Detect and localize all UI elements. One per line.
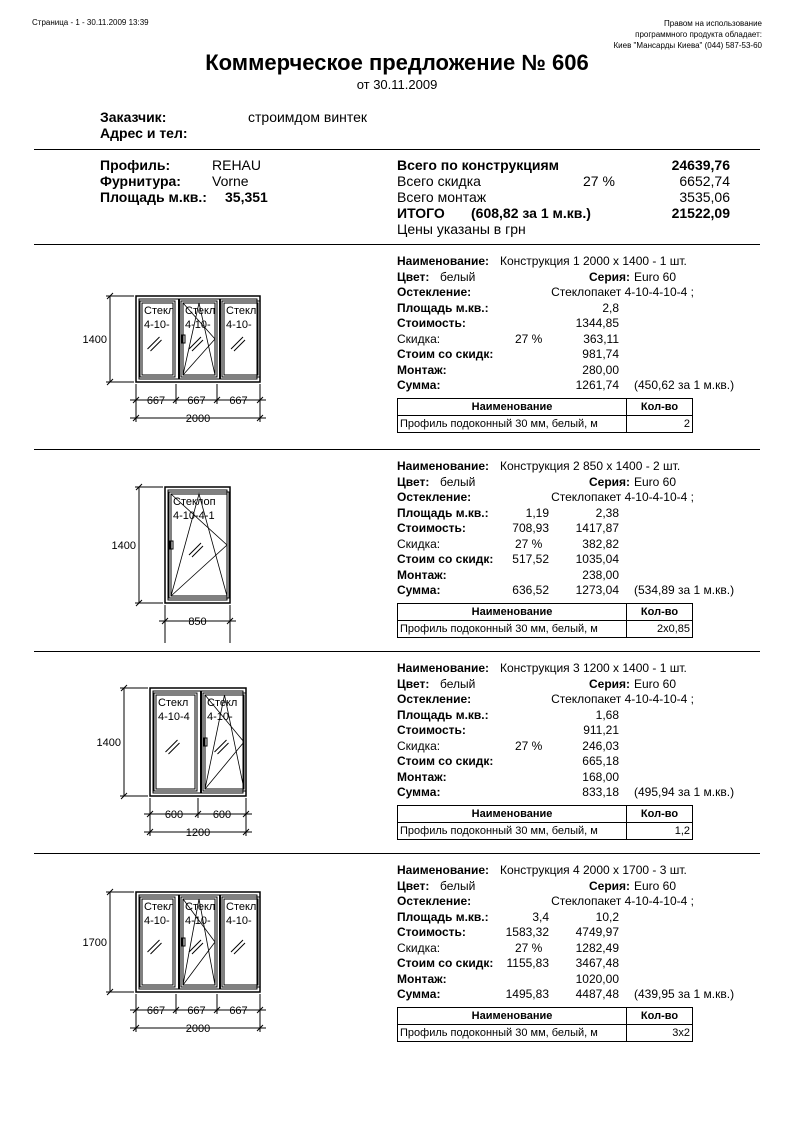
series-label: Серия: xyxy=(589,878,631,893)
glass-label: 4-10- xyxy=(226,319,252,331)
height-dimension: 1400 xyxy=(111,540,136,552)
cost-disc-total: 981,74 xyxy=(582,347,619,361)
glass-label: 4-10-4-1 xyxy=(173,510,215,522)
fittings-label: Фурнитура: xyxy=(100,173,181,189)
construction-series: Euro 60 xyxy=(634,269,677,284)
discount-pct: 27 % xyxy=(515,536,543,551)
spec-label-cost_disc: Стоим со скидк: xyxy=(397,956,494,970)
glass-label: 4-10-4 xyxy=(158,711,190,723)
glass-label: Стеклоп xyxy=(173,496,216,508)
spec-label-sum: Сумма: xyxy=(397,583,441,597)
sum-note: (495,94 за 1 м.кв.) xyxy=(634,785,735,799)
total-width-dimension: 2000 xyxy=(185,413,211,425)
mount-total: 168,00 xyxy=(582,769,619,784)
spec-label-name: Наименование: xyxy=(397,254,490,268)
mount-total: 280,00 xyxy=(582,362,619,377)
col-qty-header: Кол-во xyxy=(627,604,693,621)
col-name-header: Наименование xyxy=(398,806,627,823)
page-info: Страница - 1 - 30.11.2009 13:39 xyxy=(32,18,149,27)
window-drawing xyxy=(0,651,794,851)
document-date: от 30.11.2009 xyxy=(356,77,438,92)
spec-label-glazing: Остекление: xyxy=(397,894,472,908)
cost-total: 1344,85 xyxy=(575,316,619,330)
total-value: 24639,76 xyxy=(671,157,730,173)
col-name-header: Наименование xyxy=(398,604,627,621)
series-label: Серия: xyxy=(589,474,631,489)
glass-label: Стекл xyxy=(226,305,257,317)
discount-value: 6652,74 xyxy=(679,173,730,189)
glass-label: 4-10- xyxy=(226,915,252,927)
construction-color: белый xyxy=(440,474,476,489)
mount-total: 238,00 xyxy=(582,567,619,582)
sum-unit: 1495,83 xyxy=(505,987,549,1001)
cost-total: 4749,97 xyxy=(575,925,619,939)
col-name-header: Наименование xyxy=(398,399,627,416)
window-drawing xyxy=(0,449,794,649)
spec-label-cost: Стоимость: xyxy=(397,925,466,939)
area-unit: 1,19 xyxy=(525,505,549,520)
spec-label-area: Площадь м.кв.: xyxy=(397,505,489,520)
glass-label: Стекл xyxy=(226,901,257,913)
cost-disc-total: 1035,04 xyxy=(575,552,619,566)
discount-total: 1282,49 xyxy=(575,940,619,955)
cost-disc-unit: 517,52 xyxy=(512,552,549,566)
height-dimension: 1400 xyxy=(96,737,121,749)
spec-label-area: Площадь м.кв.: xyxy=(397,707,489,722)
spec-label-cost: Стоимость: xyxy=(397,316,466,330)
spec-label-name: Наименование: xyxy=(397,459,490,473)
construction-color: белый xyxy=(440,269,476,284)
glass-label: Стекл xyxy=(185,305,216,317)
item-name: Профиль подоконный 30 мм, белый, м xyxy=(398,1025,627,1042)
area-total: 1,68 xyxy=(595,707,619,722)
cost-unit: 1583,32 xyxy=(505,925,549,939)
width-dimension: 667 xyxy=(146,395,166,407)
rights-line-1: Правом на использование xyxy=(664,19,762,28)
spec-label-color: Цвет: xyxy=(397,676,430,691)
cost-total: 1417,87 xyxy=(575,521,619,535)
spec-label-area: Площадь м.кв.: xyxy=(397,909,489,924)
spec-label-name: Наименование: xyxy=(397,863,490,877)
item-name: Профиль подоконный 30 мм, белый, м xyxy=(398,823,627,840)
sum-total: 833,18 xyxy=(582,785,619,799)
construction-name: Конструкция 3 1200 х 1400 - 1 шт. xyxy=(500,661,687,675)
col-name-header: Наименование xyxy=(398,1008,627,1025)
spec-label-glazing: Остекление: xyxy=(397,692,472,706)
area-value: 35,351 xyxy=(225,189,268,205)
construction-series: Euro 60 xyxy=(634,474,677,489)
width-dimension: 667 xyxy=(187,395,206,407)
glass-label: Стекл xyxy=(207,697,238,709)
glass-label: Стекл xyxy=(144,305,175,317)
sum-unit: 636,52 xyxy=(512,583,549,597)
height-dimension: 1700 xyxy=(82,937,107,949)
construction-glazing: Стеклопакет 4-10-4-10-4 ; xyxy=(551,285,694,299)
construction-name: Конструкция 1 2000 х 1400 - 1 шт. xyxy=(500,254,687,268)
discount-total: 246,03 xyxy=(582,738,619,753)
width-dimension: 667 xyxy=(187,1005,206,1017)
glass-label: 4-10- xyxy=(185,915,211,927)
rights-line-3: Киев "Мансарды Киева" (044) 587-53-60 xyxy=(613,41,762,50)
construction-glazing: Стеклопакет 4-10-4-10-4 ; xyxy=(551,894,694,908)
spec-label-cost_disc: Стоим со скидк: xyxy=(397,552,494,566)
divider xyxy=(34,149,760,150)
item-qty: 1,2 xyxy=(627,823,693,840)
total-width-dimension: 850 xyxy=(188,616,207,628)
discount-pct: 27 % xyxy=(583,173,615,189)
glass-label: Стекл xyxy=(144,901,175,913)
glass-label: 4-10- xyxy=(185,319,211,331)
itogo-note: (608,82 за 1 м.кв.) xyxy=(471,205,591,221)
spec-label-discount: Скидка: xyxy=(397,738,441,753)
mount-value: 3535,06 xyxy=(679,189,730,205)
window-drawing xyxy=(0,244,794,444)
profile-value: REHAU xyxy=(212,157,262,173)
sum-note: (439,95 за 1 м.кв.) xyxy=(634,987,735,1001)
col-qty-header: Кол-во xyxy=(627,806,693,823)
series-label: Серия: xyxy=(589,676,631,691)
cost-total: 911,21 xyxy=(583,723,619,737)
item-qty: 3х2 xyxy=(627,1025,693,1042)
spec-label-area: Площадь м.кв.: xyxy=(397,300,489,315)
spec-label-glazing: Остекление: xyxy=(397,490,472,504)
discount-label: Всего скидка xyxy=(397,173,481,189)
spec-label-name: Наименование: xyxy=(397,661,490,675)
construction-series: Euro 60 xyxy=(634,676,677,691)
construction-color: белый xyxy=(440,676,476,691)
document-title: Коммерческое предложение № 606 xyxy=(205,50,589,75)
spec-label-cost_disc: Стоим со скидк: xyxy=(397,754,494,768)
sum-note: (450,62 за 1 м.кв.) xyxy=(634,378,735,392)
spec-label-cost: Стоимость: xyxy=(397,723,466,737)
width-dimension: 667 xyxy=(146,1005,166,1017)
cost-disc-total: 665,18 xyxy=(582,754,619,768)
rights-line-2: программного продукта обладает: xyxy=(635,30,762,39)
cost-disc-unit: 1155,83 xyxy=(506,956,549,970)
glass-label: 4-10- xyxy=(144,915,170,927)
item-name: Профиль подоконный 30 мм, белый, м xyxy=(398,416,627,433)
width-dimension: 667 xyxy=(229,1005,248,1017)
spec-label-color: Цвет: xyxy=(397,269,430,284)
width-dimension: 600 xyxy=(164,809,184,821)
cost-disc-total: 3467,48 xyxy=(575,956,619,970)
discount-pct: 27 % xyxy=(515,940,543,955)
item-name: Профиль подоконный 30 мм, белый, м xyxy=(398,621,627,638)
col-qty-header: Кол-во xyxy=(627,399,693,416)
glass-label: 4-10- xyxy=(207,711,233,723)
spec-label-mount: Монтаж: xyxy=(397,971,447,986)
area-label: Площадь м.кв.: xyxy=(100,189,207,205)
spec-label-sum: Сумма: xyxy=(397,785,441,799)
width-dimension: 600 xyxy=(212,809,232,821)
construction-name: Конструкция 2 850 х 1400 - 2 шт. xyxy=(500,459,681,473)
spec-label-sum: Сумма: xyxy=(397,987,441,1001)
spec-label-mount: Монтаж: xyxy=(397,362,447,377)
width-dimension: 667 xyxy=(229,395,248,407)
glass-label: Стекл xyxy=(158,697,189,709)
mount-label: Всего монтаж xyxy=(397,189,487,205)
spec-label-sum: Сумма: xyxy=(397,378,441,392)
construction-name: Конструкция 4 2000 х 1700 - 3 шт. xyxy=(500,863,687,877)
series-label: Серия: xyxy=(589,269,631,284)
rights-holder xyxy=(614,18,763,51)
item-qty: 2 xyxy=(627,416,693,433)
spec-label-discount: Скидка: xyxy=(397,331,441,346)
discount-total: 363,11 xyxy=(583,331,619,346)
spec-label-cost: Стоимость: xyxy=(397,521,466,535)
construction-series: Euro 60 xyxy=(634,878,677,893)
spec-label-color: Цвет: xyxy=(397,878,430,893)
glass-label: Стекл xyxy=(185,901,216,913)
mount-total: 1020,00 xyxy=(575,971,619,986)
discount-total: 382,82 xyxy=(582,536,619,551)
itogo-value: 21522,09 xyxy=(671,205,730,221)
spec-label-cost_disc: Стоим со скидк: xyxy=(397,347,494,361)
discount-pct: 27 % xyxy=(515,738,543,753)
fittings-value: Vorne xyxy=(212,173,249,189)
address-label: Адрес и тел: xyxy=(100,125,188,141)
height-dimension: 1400 xyxy=(82,334,107,346)
total-label: Всего по конструкциям xyxy=(397,157,560,173)
itogo-label: ИТОГО xyxy=(397,205,445,221)
customer-label: Заказчик: xyxy=(100,109,167,125)
currency-note: Цены указаны в грн xyxy=(397,221,526,237)
spec-label-discount: Скидка: xyxy=(397,536,441,551)
discount-pct: 27 % xyxy=(515,331,543,346)
spec-label-color: Цвет: xyxy=(397,474,430,489)
glass-label: 4-10- xyxy=(144,319,170,331)
construction-glazing: Стеклопакет 4-10-4-10-4 ; xyxy=(551,490,694,504)
sum-total: 1261,74 xyxy=(575,378,619,392)
spec-label-mount: Монтаж: xyxy=(397,769,447,784)
col-qty-header: Кол-во xyxy=(627,1008,693,1025)
sum-total: 1273,04 xyxy=(575,583,619,597)
area-unit: 3,4 xyxy=(532,909,549,924)
item-qty: 2х0,85 xyxy=(627,621,693,638)
total-width-dimension: 1200 xyxy=(185,827,211,839)
spec-label-discount: Скидка: xyxy=(397,940,441,955)
window-drawing xyxy=(0,853,794,1053)
spec-label-glazing: Остекление: xyxy=(397,285,472,299)
cost-unit: 708,93 xyxy=(512,521,549,535)
area-total: 10,2 xyxy=(595,909,619,924)
area-total: 2,8 xyxy=(602,300,619,315)
sum-total: 4487,48 xyxy=(575,987,619,1001)
profile-label: Профиль: xyxy=(100,157,171,173)
total-width-dimension: 2000 xyxy=(185,1023,211,1035)
construction-color: белый xyxy=(440,878,476,893)
area-total: 2,38 xyxy=(595,505,619,520)
sum-note: (534,89 за 1 м.кв.) xyxy=(634,583,735,597)
spec-label-mount: Монтаж: xyxy=(397,567,447,582)
construction-glazing: Стеклопакет 4-10-4-10-4 ; xyxy=(551,692,694,706)
customer-value: строимдом винтек xyxy=(248,109,368,125)
